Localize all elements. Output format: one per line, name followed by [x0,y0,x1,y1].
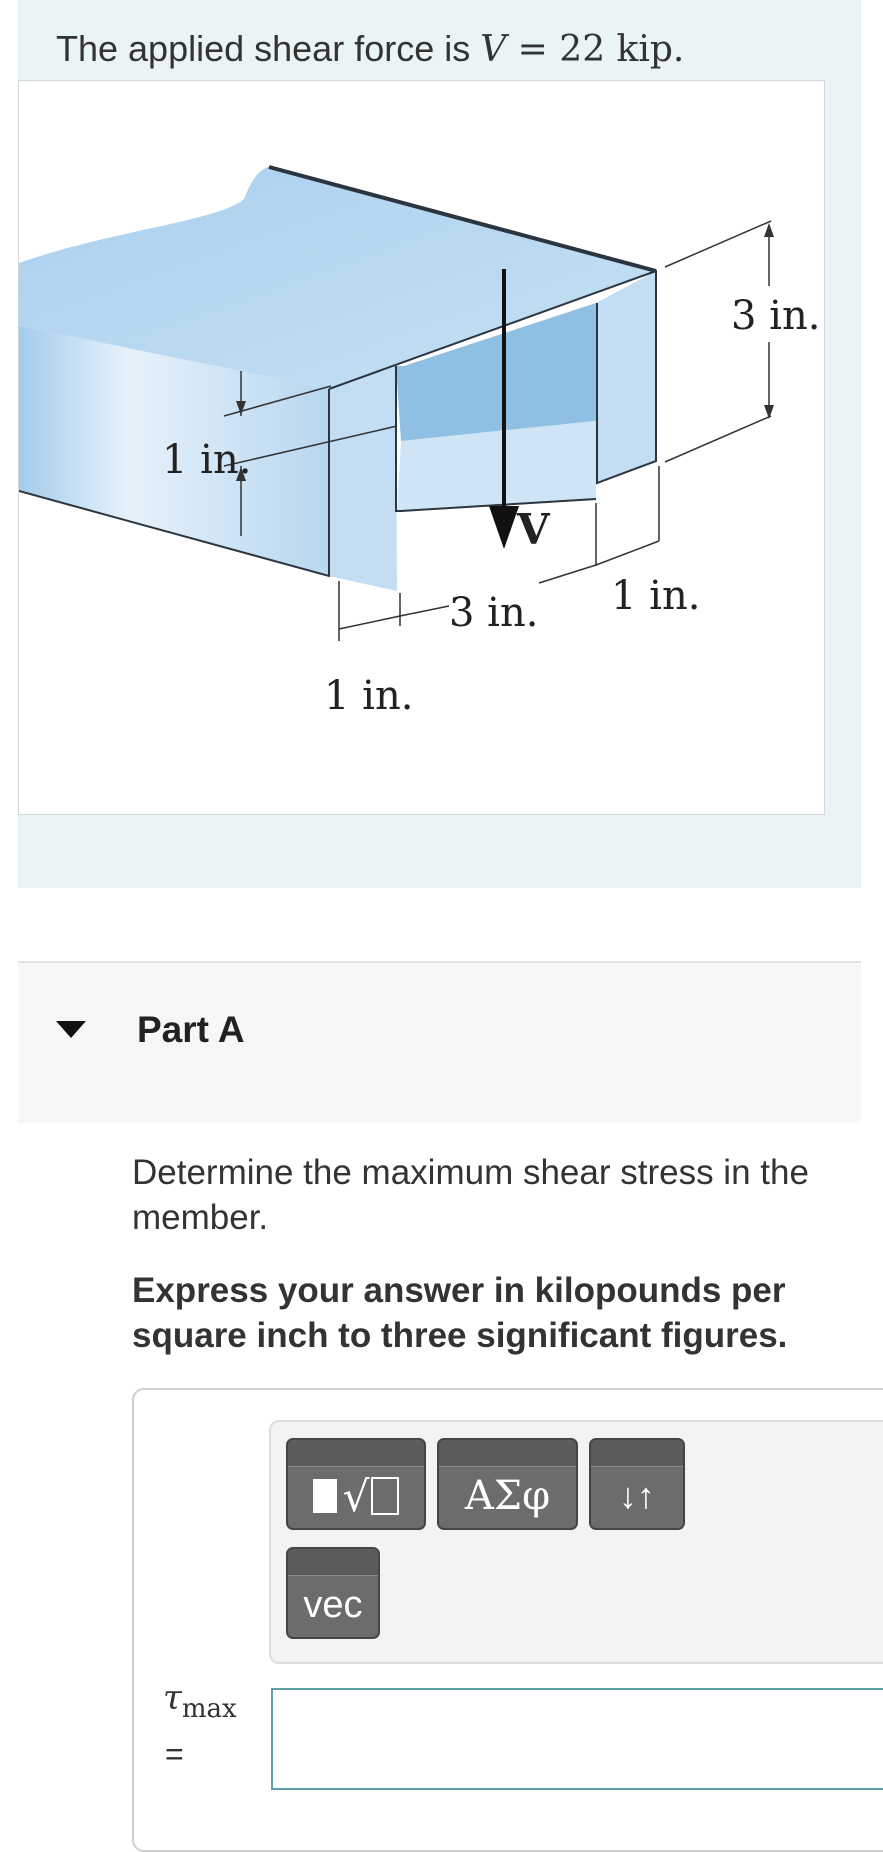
collapse-caret-icon[interactable] [56,1021,86,1038]
height-label: 3 in. [731,293,821,339]
flange-thickness-label: 1 in. [162,437,252,483]
figure-box [18,80,825,815]
part-title: Part A [137,1009,245,1050]
gap-dim-b [539,565,596,583]
left-wall-dim [339,616,400,629]
vector-button[interactable] [286,1547,380,1639]
gap-dim-a [400,606,449,616]
height-arrow-top [764,223,774,237]
templates-button[interactable] [286,1438,426,1530]
part-a-header[interactable] [18,961,861,1123]
intro-text: The applied shear force is V = 22 kip. [56,28,685,70]
answer-variable-label: $\tau_{max}$ [163,1678,237,1724]
right-wall-label: 1 in. [611,573,701,619]
vec-label: vec [303,1583,363,1626]
equals-sign: = [165,1736,184,1772]
templates-icon: √ [313,1472,400,1521]
undo-redo-button[interactable] [589,1438,685,1530]
height-ext-top [665,221,771,267]
height-arrow-bottom [764,405,774,419]
force-arrow-head [489,506,519,549]
left-wall-label: 1 in. [324,673,414,719]
arrows-icon: ↓↑ [619,1475,655,1516]
greek-symbols-label: ΑΣφ [464,1473,551,1519]
right-wall-dim [596,541,659,565]
left-flange-face [329,366,397,591]
right-wall-face [596,271,656,483]
intro-panel [18,0,861,888]
gap-width-label: 3 in. [449,590,539,636]
greek-symbols-button[interactable] [437,1438,578,1530]
answer-instruction: Express your answer in kilopounds per square inch to three significant figures. [132,1271,788,1355]
question-text: Determine the maximum shear stress in the member. [132,1153,809,1237]
height-ext-bottom [665,416,771,462]
channel-beam-figure [19,81,824,814]
answer-input[interactable] [271,1688,883,1790]
force-label: V [517,505,550,554]
